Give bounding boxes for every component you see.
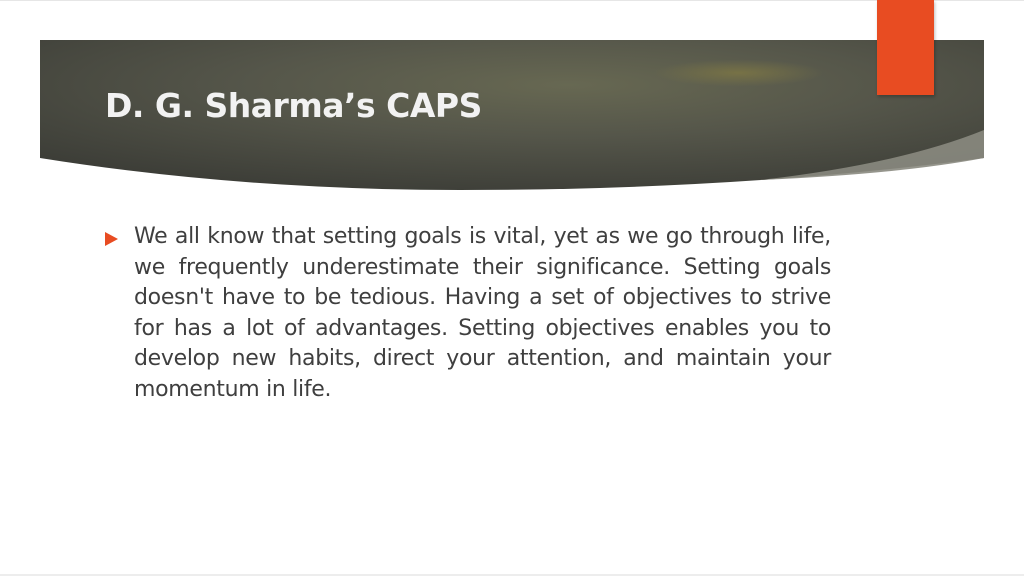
top-divider	[0, 0, 1024, 1]
slide-content	[105, 222, 831, 405]
bullet-item	[105, 222, 831, 405]
accent-tab	[877, 0, 934, 95]
slide-title: D. G. Sharma’s CAPS	[105, 86, 482, 125]
bullet-text: We all know that setting goals is vital, yet as we go through life, we frequently underestimate their significance. Setting goals doesn't have to be tedious. Having a set of objectives to strive for has a lot of advantages. Setting objectives enables you to develop new habits, direct your attention, and maintain your momentum in life.	[134, 224, 831, 402]
triangle-right-icon	[105, 232, 118, 246]
